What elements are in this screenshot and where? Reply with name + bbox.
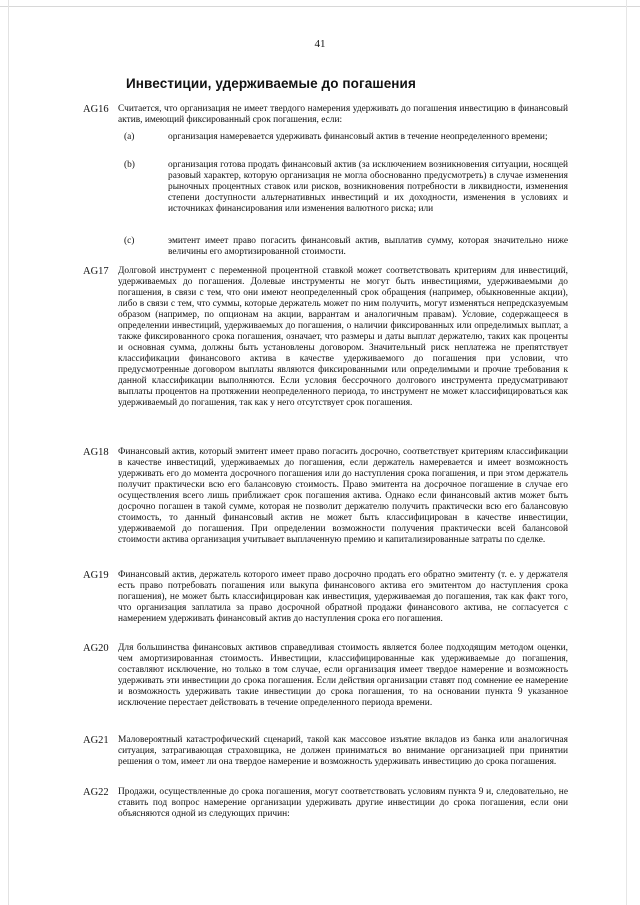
list-item-label: (c) bbox=[124, 236, 135, 246]
list-item-label: (b) bbox=[124, 160, 135, 170]
paragraph-ag20-text: Для большинства финансовых активов справедливая стоимость является более подходящим методом оценки, чем амортизированная стоимость. Инвестиции, классифицированные как удерживаемые до погашения, составляют исключение, но только в том случае, если организация имеет твердое намерение и возможность удерживать эти инвестиции до срока погашения. Если действия организации ставят под сомнение ее намерение и возможность удерживать такие инвестиции до срока погашения, то на основании пункта 9 указанное исключение перестает действовать в течение определенного периода времени. bbox=[118, 643, 568, 708]
page-number: 41 bbox=[314, 38, 326, 50]
paragraph-id-ag22: AG22 bbox=[83, 787, 109, 798]
paragraph-id-ag17: AG17 bbox=[83, 266, 109, 277]
list-item-label: (a) bbox=[124, 132, 135, 142]
scan-edge-right bbox=[626, 0, 627, 905]
paragraph-id-ag18: AG18 bbox=[83, 447, 109, 458]
list-item-text: организация готова продать финансовый актив (за исключением возникновения ситуации, носящей разовый характер, которую организация не могла обоснованно предусмотреть) в случае изменения рыночных процентных ставок или рисков, возникновения потребности в ликвидности, изменения степени доступности альтернативных инвестиций и их доходности, изменения в условиях и источниках финансирования или изменения валютного риска; или bbox=[168, 160, 568, 214]
paragraph-id-ag16: AG16 bbox=[83, 104, 109, 115]
paragraph-ag16-intro: Считается, что организация не имеет твердого намерения удерживать до погашения инвестицию в финансовый актив, имеющий фиксированный срок погашения, если: bbox=[118, 104, 568, 125]
paragraph-id-ag20: AG20 bbox=[83, 643, 109, 654]
paragraph-ag18-text: Финансовый актив, который эмитент имеет право погасить досрочно, соответствует критериям классификации в качестве инвестиций, удерживаемых до погашения, если держатель намеревается и имеет возможность удерживать его до момента досрочного погашения или до наступления срока погашения, и при этом держатель получит практически всю его балансовую стоимость. Право эмитента на досрочное погашение в случае его осуществления всего лишь приближает срок погашения актива. Однако если финансовый актив может быть досрочно погашен в такой сумме, которая не позволит держателю получить практически всю его балансовую стоимость, то данный финансовый актив не может быть классифицирован в качестве инвестиции, удерживаемой до погашения. При определении возможности получения практически всей балансовой стоимости актива организация учитывает выплаченную премию и капитализированные затраты по сделке. bbox=[118, 447, 568, 545]
paragraph-id-ag19: AG19 bbox=[83, 570, 109, 581]
paragraph-ag21-text: Маловероятный катастрофический сценарий, такой как массовое изъятие вкладов из банка или аналогичная ситуация, затрагивающая страховщика, не должен приниматься во внимание организацией при принятии решения о том, имеет ли она твердое намерение и возможность удерживать инвестицию до срока погашения. bbox=[118, 735, 568, 767]
paragraph-ag17-text: Долговой инструмент с переменной процентной ставкой может соответствовать критериям для инвестиций, удерживаемых до погашения. Долевые инструменты не могут быть инвестициями, удерживаемыми до погашения, в связи с тем, что они имеют неопределенный срок обращения (например, обыкновенные акции), либо в связи с тем, что суммы, которые держатель может по ним получить, могут изменяться непредсказуемым образом (например, по опционам на акции, варрантам и аналогичным правам). Условие, содержащееся в определении инвестиций, удерживаемых до погашения, о наличии фиксированных или определимых выплат, а также фиксированного срока погашения, означает, что размеры и даты выплат держателю, таких как проценты и основная сумма, должны быть установлены договором. Значительный риск неплатежа не препятствует классификации финансового актива в качестве удерживаемого до погашения при условии, что предусмотренные договором выплаты являются фиксированными или определимыми и прочие требования к данной классификации выполняются. Если условия бессрочного долгового инструмента предусматривают выплаты процентов на протяжении неопределенного периода, то инструмент не может классифицироваться как удерживаемый до погашения, так как у него отсутствует срок погашения. bbox=[118, 266, 568, 408]
paragraph-id-ag21: AG21 bbox=[83, 735, 109, 746]
paragraph-ag19-text: Финансовый актив, держатель которого имеет право досрочно продать его обратно эмитенту (т. е. у держателя есть право потребовать погашения или выкупа финансового актива его эмитентом до наступления срока погашения), не может быть классифицирован как инвестиция, удерживаемая до погашения, так как факт того, что организация заплатила за право досрочной обратной продажи финансового актива, не согласуется с намерением удерживать финансовый актив до наступления срока его погашения. bbox=[118, 570, 568, 624]
scan-edge-left bbox=[8, 0, 9, 905]
scan-edge-top bbox=[0, 6, 640, 7]
paragraph-ag22-text: Продажи, осуществленные до срока погашения, могут соответствовать условиям пункта 9 и, следовательно, не ставить под вопрос намерение организации удерживать другие инвестиции до срока погашения, если они объясняются одной из следующих причин: bbox=[118, 787, 568, 819]
list-item-text: эмитент имеет право погасить финансовый актив, выплатив сумму, которая значительно ниже величины его амортизированной стоимости. bbox=[168, 236, 568, 257]
list-item-text: организация намеревается удерживать финансовый актив в течение неопределенного времени; bbox=[168, 132, 548, 142]
section-heading: Инвестиции, удерживаемые до погашения bbox=[126, 76, 416, 91]
